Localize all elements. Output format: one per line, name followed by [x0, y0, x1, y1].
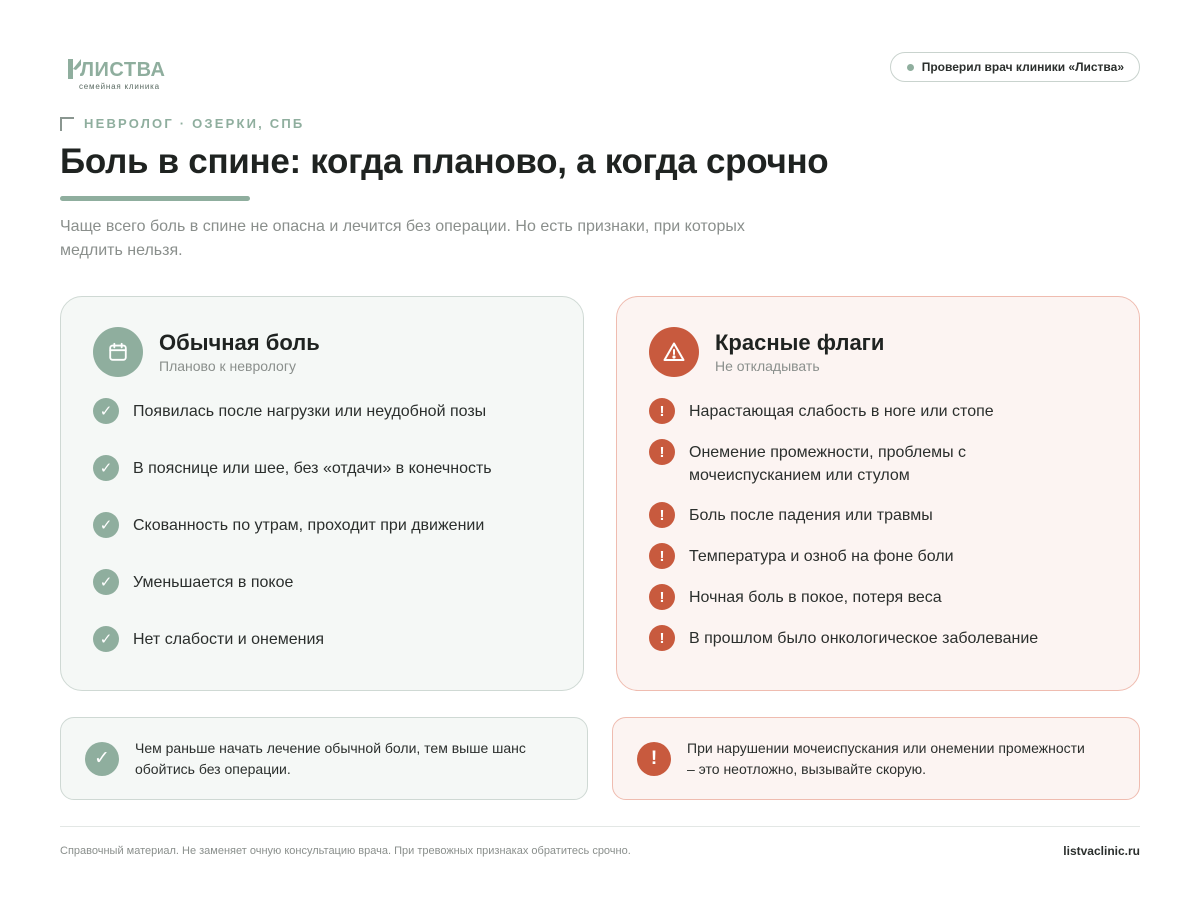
- list-item: ! Нарастающая слабость в ноге или стопе: [649, 399, 1107, 424]
- calendar-icon: [93, 327, 143, 377]
- emergency-note-text: При нарушении мочеиспускания или онемении промежности – это неотложно, вызывайте скорую.: [687, 739, 1085, 777]
- title-underline: [60, 196, 250, 201]
- page-title: Боль в спине: когда планово, а когда срочно: [60, 142, 829, 181]
- warning-icon: [649, 327, 699, 377]
- normal-pain-card-header: [93, 327, 551, 377]
- clinic-website-link[interactable]: listvaclinic.ru: [1063, 844, 1140, 858]
- brand-name: ЛИСТВА: [80, 59, 166, 81]
- normal-pain-subtitle: Планово к неврологу: [159, 358, 296, 374]
- red-flags-subtitle: Не откладывать: [715, 358, 820, 374]
- red-flags-list: [649, 399, 1107, 651]
- footer-disclaimer: Справочный материал. Не заменяет очную консультацию врача. При тревожных признаках обратитесь срочно.: [60, 845, 631, 857]
- red-flags-title: Красные флаги: [715, 330, 885, 355]
- red-flags-card: [616, 296, 1140, 691]
- list-item: ! Боль после падения или травмы: [649, 503, 1107, 528]
- early-treatment-note-text: Чем раньше начать лечение обычной боли, тем выше шанс обойтись без операции.: [135, 739, 526, 777]
- exclamation-icon: !: [649, 625, 675, 651]
- check-icon: ✓: [93, 455, 119, 481]
- list-item: ! В прошлом было онкологическое заболевание: [649, 626, 1107, 651]
- exclamation-icon: !: [649, 398, 675, 424]
- list-item: ! Онемение промежности, проблемы с мочеиспусканием или стулом: [649, 440, 1107, 487]
- exclamation-icon: !: [637, 742, 671, 776]
- check-icon: ✓: [93, 512, 119, 538]
- list-item: ✓ Появилась после нагрузки или неудобной позы: [93, 399, 551, 456]
- verified-badge-label: Проверил врач клиники «Листва»: [921, 60, 1124, 74]
- normal-pain-card: [60, 296, 584, 691]
- check-icon: ✓: [93, 626, 119, 652]
- footer-divider: [60, 826, 1140, 827]
- status-dot-icon: [907, 64, 914, 71]
- list-item: ! Температура и озноб на фоне боли: [649, 544, 1107, 569]
- check-icon: ✓: [93, 398, 119, 424]
- list-item: ✓ В пояснице или шее, без «отдачи» в конечность: [93, 456, 551, 513]
- normal-pain-list: [93, 399, 551, 684]
- emergency-note: [612, 717, 1140, 800]
- normal-pain-title: Обычная боль: [159, 330, 320, 355]
- kicker-label: НЕВРОЛОГ · ОЗЕРКИ, СПБ: [84, 116, 305, 131]
- list-item: ! Ночная боль в покое, потеря веса: [649, 585, 1107, 610]
- exclamation-icon: !: [649, 439, 675, 465]
- check-icon: ✓: [93, 569, 119, 595]
- early-treatment-note: [60, 717, 588, 800]
- section-kicker: [60, 116, 304, 131]
- list-item: ✓ Нет слабости и онемения: [93, 627, 551, 684]
- page-lead: Чаще всего боль в спине не опасна и лечится без операции. Но есть признаки, при которых медлить нельзя.: [60, 218, 745, 259]
- check-icon: ✓: [85, 742, 119, 776]
- exclamation-icon: !: [649, 584, 675, 610]
- list-item: ✓ Скованность по утрам, проходит при движении: [93, 513, 551, 570]
- list-item: ✓ Уменьшается в покое: [93, 570, 551, 627]
- clinic-logo: [66, 55, 176, 91]
- red-flags-card-header: [649, 327, 1107, 377]
- corner-bracket-icon: [60, 117, 74, 131]
- exclamation-icon: !: [649, 543, 675, 569]
- brand-tagline: семейная клиника: [79, 82, 160, 91]
- exclamation-icon: !: [649, 502, 675, 528]
- doctor-verified-badge: [890, 52, 1140, 82]
